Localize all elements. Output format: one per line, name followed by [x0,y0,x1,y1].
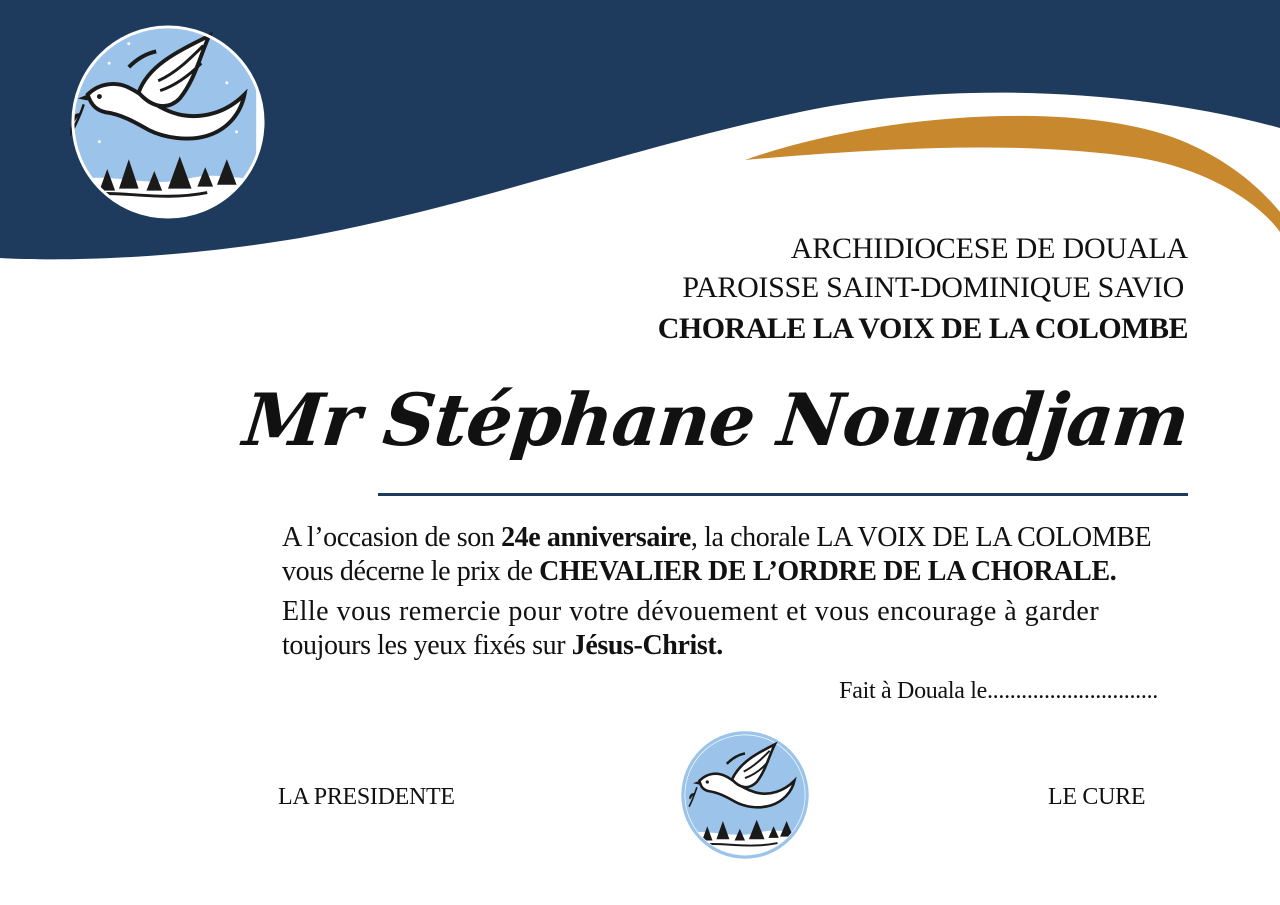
choir-logo-bottom [680,728,810,862]
body-line-3: Elle vous remercie pour votre dévouement et vous encourage à garder [282,596,1100,627]
signature-priest: LE CURE [1048,784,1146,810]
gold-wave [745,116,1280,232]
choir-logo-top [70,24,266,220]
body-line-2: vous décerne le prix de CHEVALIER DE L’ORDRE DE LA CHORALE. [282,556,1117,587]
parish-name: PAROISSE SAINT-DOMINIQUE SAVIO [682,271,1184,304]
archdiocese-name: ARCHIDIOCESE DE DOUALA [790,232,1188,265]
signature-president: LA PRESIDENTE [278,784,455,810]
body-line-1: A l’occasion de son 24e anniversaire, la chorale LA VOIX DE LA COLOMBE [282,522,1152,553]
recipient-name: Mr Stéphane Noundjam [239,377,1193,462]
body-line-4: toujours les yeux fixés sur Jésus-Christ. [282,630,723,661]
date-line: Fait à Douala le.............................. [839,678,1158,704]
choir-name: CHORALE LA VOIX DE LA COLOMBE [657,312,1188,345]
name-underline [378,493,1188,496]
